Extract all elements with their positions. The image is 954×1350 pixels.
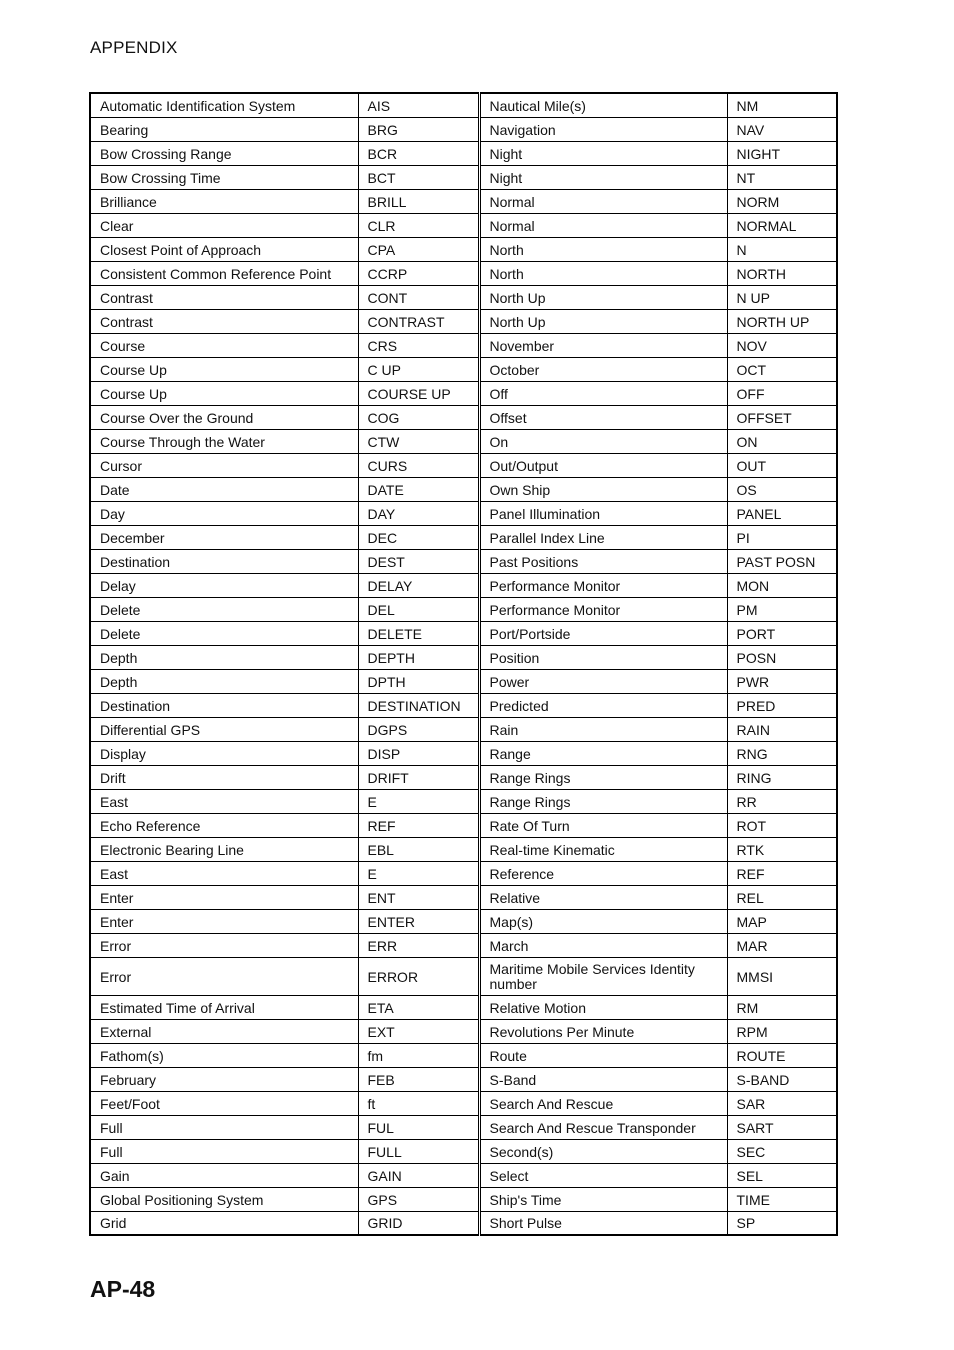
table-row (90, 1067, 837, 1091)
term-cell: Course (90, 333, 358, 357)
term-cell: Contrast (90, 309, 358, 333)
term-cell: Range Rings (479, 789, 727, 813)
abbreviation-cell: COG (358, 405, 479, 429)
term-cell: Rain (479, 717, 727, 741)
abbreviation-cell: DELETE (358, 621, 479, 645)
abbreviation-cell: N UP (727, 285, 837, 309)
abbreviation-cell: BCT (358, 165, 479, 189)
abbreviation-cell: BRG (358, 117, 479, 141)
term-cell: Gain (90, 1163, 358, 1187)
term-cell: Range (479, 741, 727, 765)
table-row (90, 1043, 837, 1067)
abbreviation-cell: DELAY (358, 573, 479, 597)
abbreviation-cell: RING (727, 765, 837, 789)
term-cell: Parallel Index Line (479, 525, 727, 549)
abbreviation-cell: DESTINATION (358, 693, 479, 717)
term-cell: Maritime Mobile Services Identity number (479, 957, 727, 995)
table-row (90, 285, 837, 309)
abbreviation-cell: CONTRAST (358, 309, 479, 333)
term-cell: Night (479, 141, 727, 165)
term-cell: Normal (479, 189, 727, 213)
term-cell: North (479, 237, 727, 261)
term-cell: On (479, 429, 727, 453)
term-cell: Relative Motion (479, 995, 727, 1019)
term-cell: Drift (90, 765, 358, 789)
term-cell: Range Rings (479, 765, 727, 789)
abbreviation-cell: MON (727, 573, 837, 597)
abbreviation-cell: E (358, 861, 479, 885)
term-cell: Delete (90, 597, 358, 621)
abbreviation-cell: NORM (727, 189, 837, 213)
term-cell: October (479, 357, 727, 381)
abbreviation-cell: SP (727, 1211, 837, 1235)
term-cell: Port/Portside (479, 621, 727, 645)
abbreviation-cell: PM (727, 597, 837, 621)
abbreviation-cell: CRS (358, 333, 479, 357)
term-cell: Course Over the Ground (90, 405, 358, 429)
table-row (90, 645, 837, 669)
term-cell: February (90, 1067, 358, 1091)
abbreviation-cell: ENTER (358, 909, 479, 933)
term-cell: Reference (479, 861, 727, 885)
term-cell: Relative (479, 885, 727, 909)
abbreviation-cell: S-BAND (727, 1067, 837, 1091)
abbreviation-cell: GPS (358, 1187, 479, 1211)
table-row (90, 189, 837, 213)
term-cell: Search And Rescue Transponder (479, 1115, 727, 1139)
table-row (90, 693, 837, 717)
term-cell: Feet/Foot (90, 1091, 358, 1115)
abbreviation-cell: N (727, 237, 837, 261)
term-cell: Night (479, 165, 727, 189)
abbreviation-cell: RPM (727, 1019, 837, 1043)
term-cell: North Up (479, 285, 727, 309)
table-row (90, 381, 837, 405)
table-row (90, 717, 837, 741)
abbreviation-cell: BCR (358, 141, 479, 165)
abbreviation-cell: fm (358, 1043, 479, 1067)
abbreviation-table-body (90, 93, 837, 1235)
term-cell: Course Up (90, 381, 358, 405)
abbreviation-cell: RAIN (727, 717, 837, 741)
abbreviation-cell: POSN (727, 645, 837, 669)
term-cell: Grid (90, 1211, 358, 1235)
table-row (90, 477, 837, 501)
abbreviation-cell: SEL (727, 1163, 837, 1187)
table-row (90, 357, 837, 381)
abbreviation-cell: DPTH (358, 669, 479, 693)
term-cell: Position (479, 645, 727, 669)
abbreviation-cell: DISP (358, 741, 479, 765)
table-row (90, 789, 837, 813)
term-cell: Normal (479, 213, 727, 237)
term-cell: Depth (90, 645, 358, 669)
abbreviation-cell: MAR (727, 933, 837, 957)
abbreviation-cell: NORTH UP (727, 309, 837, 333)
table-row (90, 957, 837, 995)
term-cell: Global Positioning System (90, 1187, 358, 1211)
abbreviation-cell: MMSI (727, 957, 837, 995)
term-cell: Destination (90, 549, 358, 573)
term-cell: Automatic Identification System (90, 93, 358, 117)
term-cell: Enter (90, 885, 358, 909)
term-cell: Date (90, 477, 358, 501)
table-row (90, 1019, 837, 1043)
term-cell: Rate Of Turn (479, 813, 727, 837)
table-row (90, 995, 837, 1019)
abbreviation-cell: DEPTH (358, 645, 479, 669)
abbreviation-cell: PRED (727, 693, 837, 717)
term-cell: Revolutions Per Minute (479, 1019, 727, 1043)
term-cell: Estimated Time of Arrival (90, 995, 358, 1019)
abbreviation-cell: FEB (358, 1067, 479, 1091)
abbreviation-cell: DATE (358, 477, 479, 501)
abbreviation-cell: BRILL (358, 189, 479, 213)
table-row (90, 1139, 837, 1163)
term-cell: Real-time Kinematic (479, 837, 727, 861)
abbreviation-cell: ENT (358, 885, 479, 909)
term-cell: East (90, 789, 358, 813)
term-cell: Echo Reference (90, 813, 358, 837)
table-row (90, 669, 837, 693)
table-row (90, 573, 837, 597)
term-cell: Short Pulse (479, 1211, 727, 1235)
term-cell: Contrast (90, 285, 358, 309)
abbreviation-cell: DEST (358, 549, 479, 573)
term-cell: Power (479, 669, 727, 693)
abbreviation-cell: FULL (358, 1139, 479, 1163)
abbreviation-cell: DGPS (358, 717, 479, 741)
table-row (90, 117, 837, 141)
abbreviation-cell: CLR (358, 213, 479, 237)
table-row (90, 549, 837, 573)
term-cell: Day (90, 501, 358, 525)
term-cell: Predicted (479, 693, 727, 717)
abbreviation-cell: CTW (358, 429, 479, 453)
abbreviation-cell: CPA (358, 237, 479, 261)
abbreviation-cell: RR (727, 789, 837, 813)
abbreviation-cell: NAV (727, 117, 837, 141)
table-row (90, 837, 837, 861)
abbreviation-cell: ERROR (358, 957, 479, 995)
abbreviation-cell: GRID (358, 1211, 479, 1235)
term-cell: Full (90, 1115, 358, 1139)
term-cell: Map(s) (479, 909, 727, 933)
table-row (90, 93, 837, 117)
term-cell: Offset (479, 405, 727, 429)
table-row (90, 1211, 837, 1235)
term-cell: Search And Rescue (479, 1091, 727, 1115)
term-cell: Course Up (90, 357, 358, 381)
abbreviation-cell: REF (358, 813, 479, 837)
abbreviation-cell: PWR (727, 669, 837, 693)
term-cell: Differential GPS (90, 717, 358, 741)
abbreviation-cell: CURS (358, 453, 479, 477)
term-cell: Navigation (479, 117, 727, 141)
term-cell: Course Through the Water (90, 429, 358, 453)
abbreviation-cell: PAST POSN (727, 549, 837, 573)
abbreviation-cell: EXT (358, 1019, 479, 1043)
term-cell: March (479, 933, 727, 957)
term-cell: Route (479, 1043, 727, 1067)
term-cell: Panel Illumination (479, 501, 727, 525)
table-row (90, 861, 837, 885)
term-cell: November (479, 333, 727, 357)
abbreviation-cell: E (358, 789, 479, 813)
term-cell: Bow Crossing Range (90, 141, 358, 165)
abbreviation-cell: DAY (358, 501, 479, 525)
table-row (90, 501, 837, 525)
abbreviation-cell: COURSE UP (358, 381, 479, 405)
term-cell: Clear (90, 213, 358, 237)
table-row (90, 597, 837, 621)
term-cell: Fathom(s) (90, 1043, 358, 1067)
table-row (90, 741, 837, 765)
abbreviation-cell: DRIFT (358, 765, 479, 789)
abbreviation-cell: OFF (727, 381, 837, 405)
table-row (90, 333, 837, 357)
term-cell: Nautical Mile(s) (479, 93, 727, 117)
term-cell: Delete (90, 621, 358, 645)
table-row (90, 621, 837, 645)
term-cell: Enter (90, 909, 358, 933)
term-cell: North (479, 261, 727, 285)
table-row (90, 525, 837, 549)
abbreviation-cell: MAP (727, 909, 837, 933)
abbreviation-cell: OFFSET (727, 405, 837, 429)
abbreviation-cell: ETA (358, 995, 479, 1019)
term-cell: External (90, 1019, 358, 1043)
abbreviation-cell: EBL (358, 837, 479, 861)
term-cell: Closest Point of Approach (90, 237, 358, 261)
table-row (90, 1163, 837, 1187)
term-cell: Performance Monitor (479, 573, 727, 597)
abbreviation-cell: PANEL (727, 501, 837, 525)
term-cell: December (90, 525, 358, 549)
table-row (90, 885, 837, 909)
term-cell: Bearing (90, 117, 358, 141)
abbreviation-cell: DEL (358, 597, 479, 621)
table-row (90, 909, 837, 933)
term-cell: Electronic Bearing Line (90, 837, 358, 861)
abbreviation-cell: PI (727, 525, 837, 549)
abbreviation-cell: ON (727, 429, 837, 453)
term-cell: Cursor (90, 453, 358, 477)
term-cell: Out/Output (479, 453, 727, 477)
abbreviation-cell: DEC (358, 525, 479, 549)
term-cell: Display (90, 741, 358, 765)
table-row (90, 405, 837, 429)
term-cell: Destination (90, 693, 358, 717)
table-row (90, 1091, 837, 1115)
term-cell: Error (90, 933, 358, 957)
abbreviation-cell: ROUTE (727, 1043, 837, 1067)
page-header: APPENDIX (90, 38, 178, 57)
table-row (90, 165, 837, 189)
abbreviation-cell: GAIN (358, 1163, 479, 1187)
abbreviation-cell: SAR (727, 1091, 837, 1115)
term-cell: Ship's Time (479, 1187, 727, 1211)
table-row (90, 309, 837, 333)
table-row (90, 933, 837, 957)
abbreviation-cell: CONT (358, 285, 479, 309)
term-cell: Delay (90, 573, 358, 597)
table-row (90, 765, 837, 789)
abbreviation-table (89, 92, 838, 1236)
abbreviation-cell: REL (727, 885, 837, 909)
table-row (90, 453, 837, 477)
abbreviation-cell: NORMAL (727, 213, 837, 237)
term-cell: Past Positions (479, 549, 727, 573)
abbreviation-cell: CCRP (358, 261, 479, 285)
abbreviation-cell: ERR (358, 933, 479, 957)
abbreviation-cell: ft (358, 1091, 479, 1115)
abbreviation-cell: NORTH (727, 261, 837, 285)
term-cell: North Up (479, 309, 727, 333)
abbreviation-cell: OCT (727, 357, 837, 381)
abbreviation-cell: PORT (727, 621, 837, 645)
term-cell: Second(s) (479, 1139, 727, 1163)
abbreviation-cell: C UP (358, 357, 479, 381)
abbreviation-cell: SART (727, 1115, 837, 1139)
table-row (90, 429, 837, 453)
term-cell: Own Ship (479, 477, 727, 501)
term-cell: Performance Monitor (479, 597, 727, 621)
table-row (90, 813, 837, 837)
table-row (90, 213, 837, 237)
table-row (90, 1187, 837, 1211)
abbreviation-cell: SEC (727, 1139, 837, 1163)
term-cell: Error (90, 957, 358, 995)
table-row (90, 1115, 837, 1139)
abbreviation-cell: FUL (358, 1115, 479, 1139)
term-cell: Off (479, 381, 727, 405)
abbreviation-cell: NM (727, 93, 837, 117)
abbreviation-cell: RNG (727, 741, 837, 765)
term-cell: Depth (90, 669, 358, 693)
table-row (90, 237, 837, 261)
abbreviation-cell: NT (727, 165, 837, 189)
table-row (90, 141, 837, 165)
term-cell: Bow Crossing Time (90, 165, 358, 189)
abbreviation-cell: RM (727, 995, 837, 1019)
table-row (90, 261, 837, 285)
abbreviation-cell: NIGHT (727, 141, 837, 165)
abbreviation-cell: RTK (727, 837, 837, 861)
abbreviation-cell: ROT (727, 813, 837, 837)
abbreviation-cell: REF (727, 861, 837, 885)
abbreviation-cell: OS (727, 477, 837, 501)
term-cell: Consistent Common Reference Point (90, 261, 358, 285)
abbreviation-cell: AIS (358, 93, 479, 117)
abbreviation-cell: TIME (727, 1187, 837, 1211)
abbreviation-cell: NOV (727, 333, 837, 357)
term-cell: Full (90, 1139, 358, 1163)
term-cell: S-Band (479, 1067, 727, 1091)
abbreviation-cell: OUT (727, 453, 837, 477)
term-cell: East (90, 861, 358, 885)
term-cell: Select (479, 1163, 727, 1187)
term-cell: Brilliance (90, 189, 358, 213)
page-number: AP-48 (90, 1276, 156, 1302)
